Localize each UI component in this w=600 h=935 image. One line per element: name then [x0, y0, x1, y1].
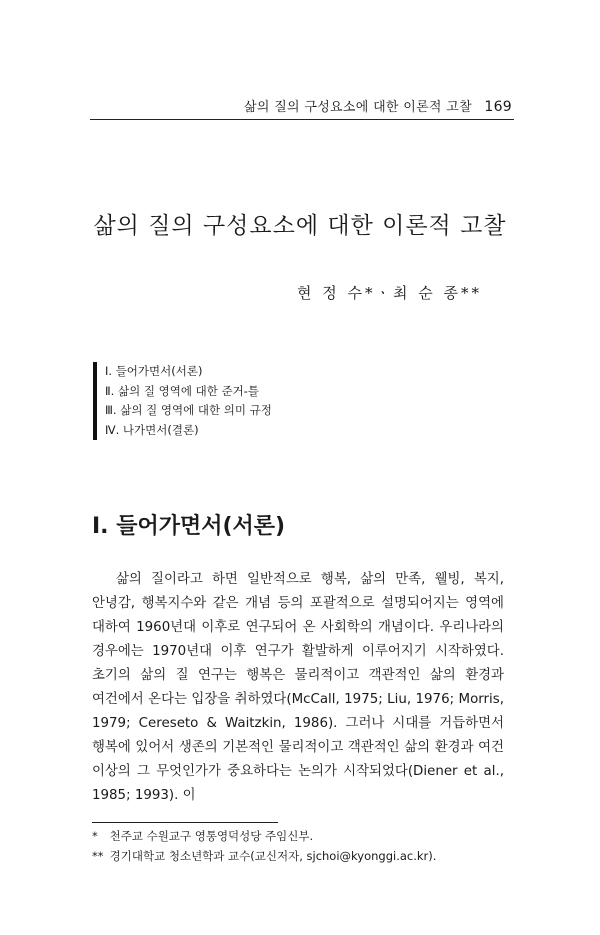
footnotes	[92, 826, 504, 866]
body-paragraph: 삶의 질이라고 하면 일반적으로 행복, 삶의 만족, 웰빙, 복지, 안녕감, 행복지수와 같은 개념 등의 포괄적으로 설명되어지는 영역에 대하여 1960년대 이후로 연구되어 온 사회학의 개념이다. 우리나라의 경우에는 1970년대 이후 연구가 활발하게 이루어지기 시작하였다. 초기의 삶의 질 연구는 행복은 물리적이고 객관적인 삶의 환경과 여건에서 온다는 입장을 취하였다(McCall, 1975; Liu, 1976; Morris, 1979; Cereseto & Waitzkin, 1986). 그러나 시대를 거듭하면서 행복에 있어서 생존의 기본적인 물리적이고 객관적인 삶의 환경과 여건 이상의 그 무엇인가가 중요하다는 논의가 시작되었다(Diener et al., 1985; 1993). 이	[92, 572, 504, 803]
article-title: 삶의 질의 구성요소에 대한 이론적 고찰	[93, 213, 507, 240]
footnote-rule	[92, 822, 278, 823]
table-of-contents	[93, 362, 272, 440]
footnote	[92, 846, 504, 866]
running-head	[92, 96, 512, 115]
section-heading: Ⅰ. 들어가면서(서론)	[92, 514, 286, 539]
footnote	[92, 826, 504, 846]
footnote-text: 천주교 수원교구 영통영덕성당 주임신부.	[109, 829, 314, 843]
toc-item: Ⅱ. 삶의 질 영역에 대한 준거-틀	[105, 383, 259, 398]
page-number: 169	[484, 99, 512, 115]
running-head-title: 삶의 질의 구성요소에 대한 이론적 고찰	[244, 100, 472, 115]
toc-item: Ⅲ. 삶의 질 영역에 대한 의미 규정	[105, 403, 272, 417]
toc-item: Ⅰ. 들어가면서(서론)	[105, 364, 203, 378]
toc-item: Ⅳ. 나가면서(결론)	[105, 422, 199, 437]
footnote-text: 경기대학교 청소년학과 교수(교신저자, sjchoi@kyonggi.ac.kr).	[109, 849, 437, 863]
footnote-mark: *	[92, 829, 98, 843]
author-line: 현 정 수*ㆍ최 순 종**	[296, 284, 482, 302]
footnote-mark: **	[92, 849, 104, 863]
header-rule	[90, 119, 514, 120]
